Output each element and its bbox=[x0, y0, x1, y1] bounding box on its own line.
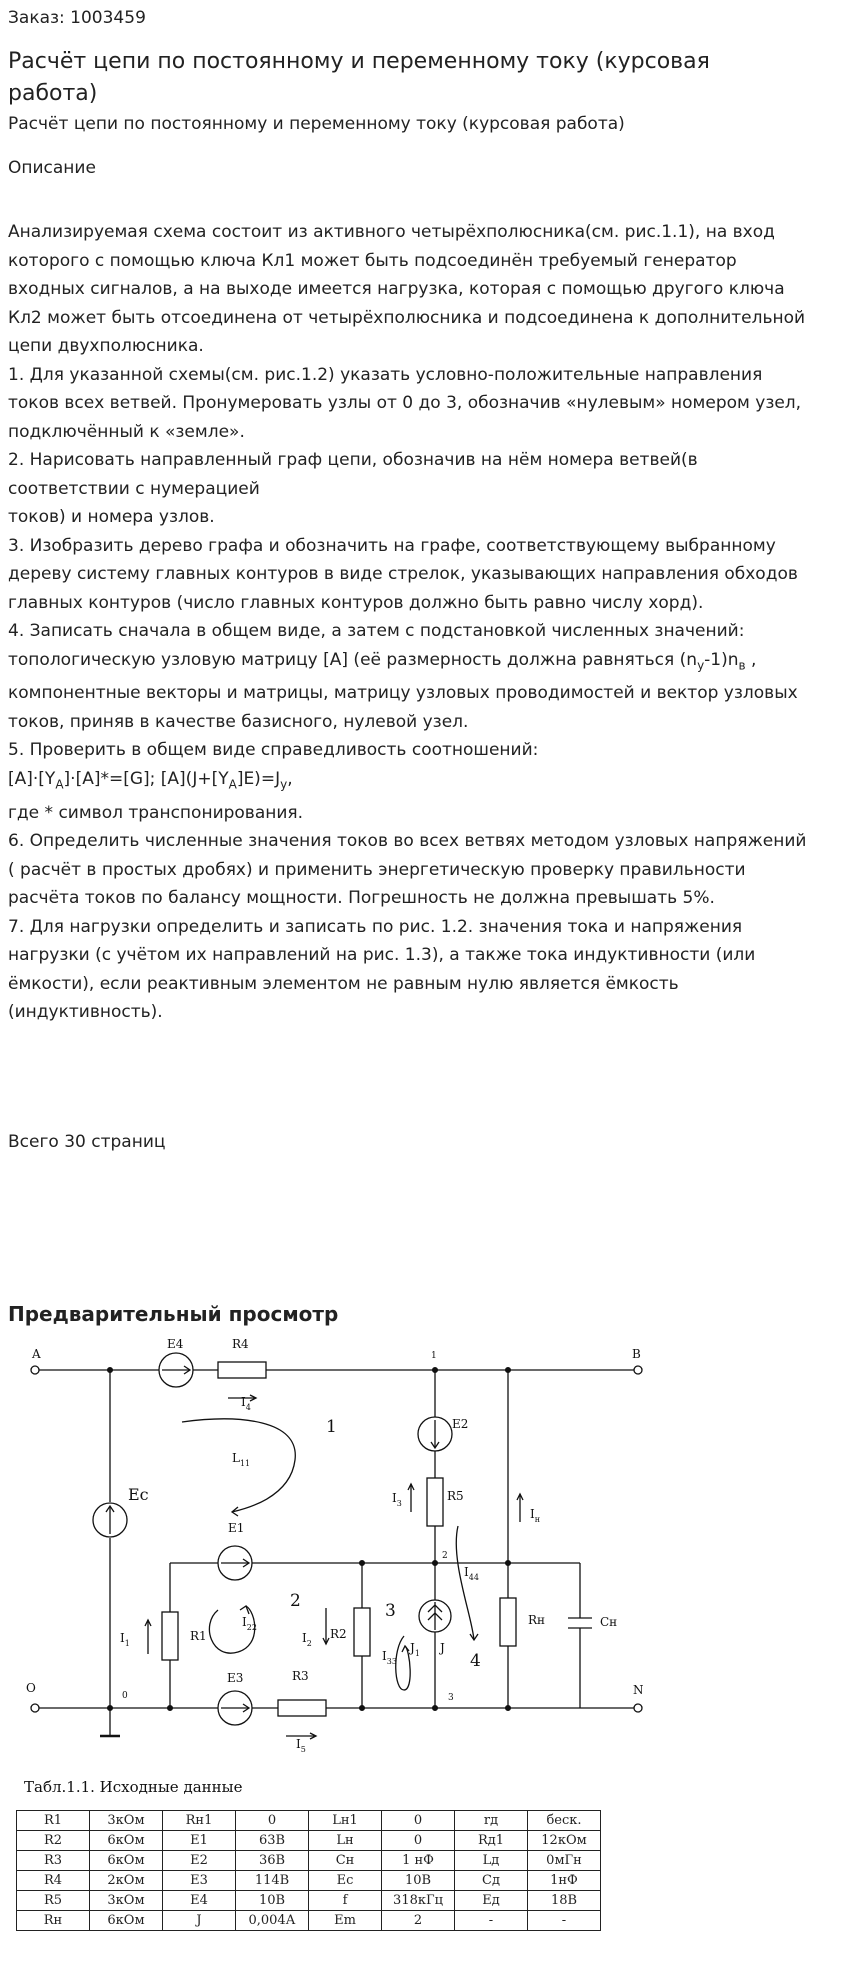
table-cell: 12кОм bbox=[528, 1831, 601, 1851]
description-item-2: 2. Нарисовать направленный граф цепи, обозначив на нём номера ветвей(в соответствии с нумерацией bbox=[8, 450, 698, 499]
svg-text:1: 1 bbox=[326, 1417, 337, 1437]
svg-text:R2: R2 bbox=[330, 1627, 347, 1641]
table-cell: - bbox=[528, 1911, 601, 1931]
table-cell: Eд bbox=[455, 1891, 528, 1911]
svg-text:2: 2 bbox=[290, 1591, 301, 1611]
table-cell: R2 bbox=[17, 1831, 90, 1851]
table-cell: E3 bbox=[163, 1871, 236, 1891]
table-cell: беск. bbox=[528, 1811, 601, 1831]
svg-text:2: 2 bbox=[442, 1551, 448, 1561]
description-intro: Анализируемая схема состоит из активного четырёхполюсника(см. рис.1.1), на вход которого с помощью ключа Кл1 может быть подсоединён требуемый генератор входных сигналов, а на выходе имеется нагрузка, которая с помощью другого ключа Кл2 может быть отсоединена от четырёхполюсника и подсоединена к дополнительной цепи двухполюсника. bbox=[8, 222, 806, 356]
order-number: Заказ: 1003459 bbox=[8, 8, 146, 28]
svg-text:I4: $I_4$ bbox=[241, 1395, 251, 1412]
table-cell: - bbox=[455, 1911, 528, 1931]
svg-text:Табл.1.1. Исходные данные: Табл.1.1. Исходные данные bbox=[24, 1778, 243, 1796]
description-item-5: 5. Проверить в общем виде справедливость соотношений: bbox=[8, 740, 539, 761]
table-cell: 6кОм bbox=[90, 1911, 163, 1931]
table-cell: 3кОм bbox=[90, 1811, 163, 1831]
svg-text:J1: $J_1$ bbox=[410, 1641, 420, 1658]
table-cell: E2 bbox=[163, 1851, 236, 1871]
svg-text:I22: $I_{22}$ bbox=[242, 1615, 257, 1632]
table-cell: 114В bbox=[236, 1871, 309, 1891]
table-cell: Lд bbox=[455, 1851, 528, 1871]
table-cell: Rн1 bbox=[163, 1811, 236, 1831]
table-cell: 0,004А bbox=[236, 1911, 309, 1931]
source-data-table bbox=[16, 1810, 601, 1931]
table-cell: Ec bbox=[309, 1871, 382, 1891]
svg-text:E4: E4 bbox=[167, 1337, 184, 1351]
svg-text:1: 1 bbox=[431, 1351, 437, 1361]
table-cell: 0 bbox=[382, 1811, 455, 1831]
table-cell: Cн bbox=[309, 1851, 382, 1871]
svg-text:O: O bbox=[26, 1681, 36, 1695]
table-cell: E4 bbox=[163, 1891, 236, 1911]
table-cell: R1 bbox=[17, 1811, 90, 1831]
svg-text:B: B bbox=[632, 1347, 641, 1361]
table-row bbox=[17, 1911, 601, 1931]
table-cell: 6кОм bbox=[90, 1831, 163, 1851]
table-cell: Cд bbox=[455, 1871, 528, 1891]
table-cell: R4 bbox=[17, 1871, 90, 1891]
table-row bbox=[17, 1851, 601, 1871]
svg-text:E2: E2 bbox=[452, 1417, 469, 1431]
svg-text:L11: $L_{11}$ bbox=[232, 1451, 251, 1468]
page-subtitle: Расчёт цепи по постоянному и переменному току (курсовая работа) bbox=[8, 114, 625, 134]
svg-text:E1: E1 bbox=[228, 1521, 245, 1535]
svg-text:R1: R1 bbox=[190, 1629, 207, 1643]
description-item-1: 1. Для указанной схемы(см. рис.1.2) указать условно-положительные направления токов всех ветвей. Пронумеровать узлы от 0 до 3, обозначив «нулевым» номером узел, подключённый к «земле». bbox=[8, 364, 802, 442]
svg-text:I3: $I_3$ bbox=[392, 1491, 402, 1508]
svg-text:R5: R5 bbox=[447, 1489, 464, 1503]
table-cell: 10В bbox=[382, 1871, 455, 1891]
description-item-3: 3. Изобразить дерево графа и обозначить на графе, соответствующему выбранному дереву систему главных контуров в виде стрелок, указывающих направления обходов главных контуров (число главных контуров должно быть равно числу хорд). bbox=[8, 535, 798, 613]
description-item-4: 4. Записать сначала в общем виде, а затем с подстановкой численных значений: топологическую узловую матрицу [А] (её размерность должна равняться $(n_y-1)n_в$ , компонентные векторы и матрицы, матрицу узловых проводимостей и вектор узловых токов, приняв в качестве базисного, нулевой узел. bbox=[8, 621, 798, 732]
svg-text:3: 3 bbox=[448, 1693, 454, 1703]
svg-text:4: 4 bbox=[470, 1651, 481, 1671]
svg-text:I44: $I_{44}$ bbox=[464, 1565, 479, 1582]
table-cell: Rд1 bbox=[455, 1831, 528, 1851]
svg-text:3: 3 bbox=[385, 1601, 396, 1621]
table-cell: 1нФ bbox=[528, 1871, 601, 1891]
table-cell: R3 bbox=[17, 1851, 90, 1871]
table-cell: 2кОм bbox=[90, 1871, 163, 1891]
table-row bbox=[17, 1811, 601, 1831]
svg-text:R4: R4 bbox=[232, 1337, 249, 1351]
svg-text:I5: $I_5$ bbox=[296, 1737, 306, 1754]
table-cell: 10В bbox=[236, 1891, 309, 1911]
svg-text:0: 0 bbox=[122, 1691, 128, 1701]
table-cell: 0 bbox=[236, 1811, 309, 1831]
svg-text:I33: $I_{33}$ bbox=[382, 1649, 397, 1666]
table-cell: R5 bbox=[17, 1891, 90, 1911]
preview-heading: Предварительный просмотр bbox=[8, 1302, 339, 1326]
svg-text:Cн: Cн bbox=[600, 1615, 618, 1629]
table-cell: 18В bbox=[528, 1891, 601, 1911]
svg-text:I1: $I_1$ bbox=[120, 1631, 130, 1648]
table-cell: 0мГн bbox=[528, 1851, 601, 1871]
table-cell: 2 bbox=[382, 1911, 455, 1931]
table-cell: 3кОм bbox=[90, 1891, 163, 1911]
table-cell: 1 нФ bbox=[382, 1851, 455, 1871]
table-cell: Em bbox=[309, 1911, 382, 1931]
page-title: Расчёт цепи по постоянному и переменному току (курсовая работа) bbox=[8, 49, 710, 106]
svg-text:E3: E3 bbox=[227, 1671, 244, 1685]
table-row bbox=[17, 1871, 601, 1891]
svg-text:J: J bbox=[440, 1641, 445, 1655]
table-cell: Lн1 bbox=[309, 1811, 382, 1831]
svg-text:N: N bbox=[633, 1683, 644, 1697]
description-item-2-cont: токов) и номера узлов. bbox=[8, 507, 215, 527]
svg-text:A: A bbox=[32, 1347, 41, 1361]
svg-text:Ec: Ec bbox=[128, 1485, 149, 1504]
table-cell: 36В bbox=[236, 1851, 309, 1871]
table-row bbox=[17, 1831, 601, 1851]
page-count: Всего 30 страниц bbox=[8, 1132, 166, 1152]
table-row bbox=[17, 1891, 601, 1911]
table-cell: Lн bbox=[309, 1831, 382, 1851]
table-cell: 0 bbox=[382, 1831, 455, 1851]
table-cell: rд bbox=[455, 1811, 528, 1831]
svg-text:Iн: $I_н$ bbox=[530, 1507, 541, 1524]
description-item-7: 7. Для нагрузки определить и записать по рис. 1.2. значения тока и напряжения нагрузки (с учётом их направлений на рис. 1.3), а также тока индуктивности (или ёмкости), если реактивным элементом не равным нулю является ёмкость (индуктивность). bbox=[8, 916, 756, 1023]
table-cell: 63В bbox=[236, 1831, 309, 1851]
svg-text:I2: $I_2$ bbox=[302, 1631, 312, 1648]
description-item-5-note: где * символ транспонирования. bbox=[8, 802, 304, 823]
table-cell: J bbox=[163, 1911, 236, 1931]
description-item-6: 6. Определить численные значения токов во всех ветвях методом узловых напряжений ( расчёт в простых дробях) и применить энергетическую проверку правильности расчёта токов по балансу мощности. Погрешность не должна превышать 5%. bbox=[8, 831, 807, 909]
table-cell: 318кГц bbox=[382, 1891, 455, 1911]
table-cell: E1 bbox=[163, 1831, 236, 1851]
svg-text:R3: R3 bbox=[292, 1669, 309, 1683]
table-cell: f bbox=[309, 1891, 382, 1911]
description-formula: $[A]\cdot[Y_A]\cdot[A]*=[G]$; $[A](J+[Y_A]E)=J_y$, bbox=[8, 768, 293, 792]
description-heading: Описание bbox=[8, 158, 96, 178]
svg-text:Rн: Rн bbox=[528, 1613, 546, 1627]
table-cell: Rн bbox=[17, 1911, 90, 1931]
table-cell: 6кОм bbox=[90, 1851, 163, 1871]
